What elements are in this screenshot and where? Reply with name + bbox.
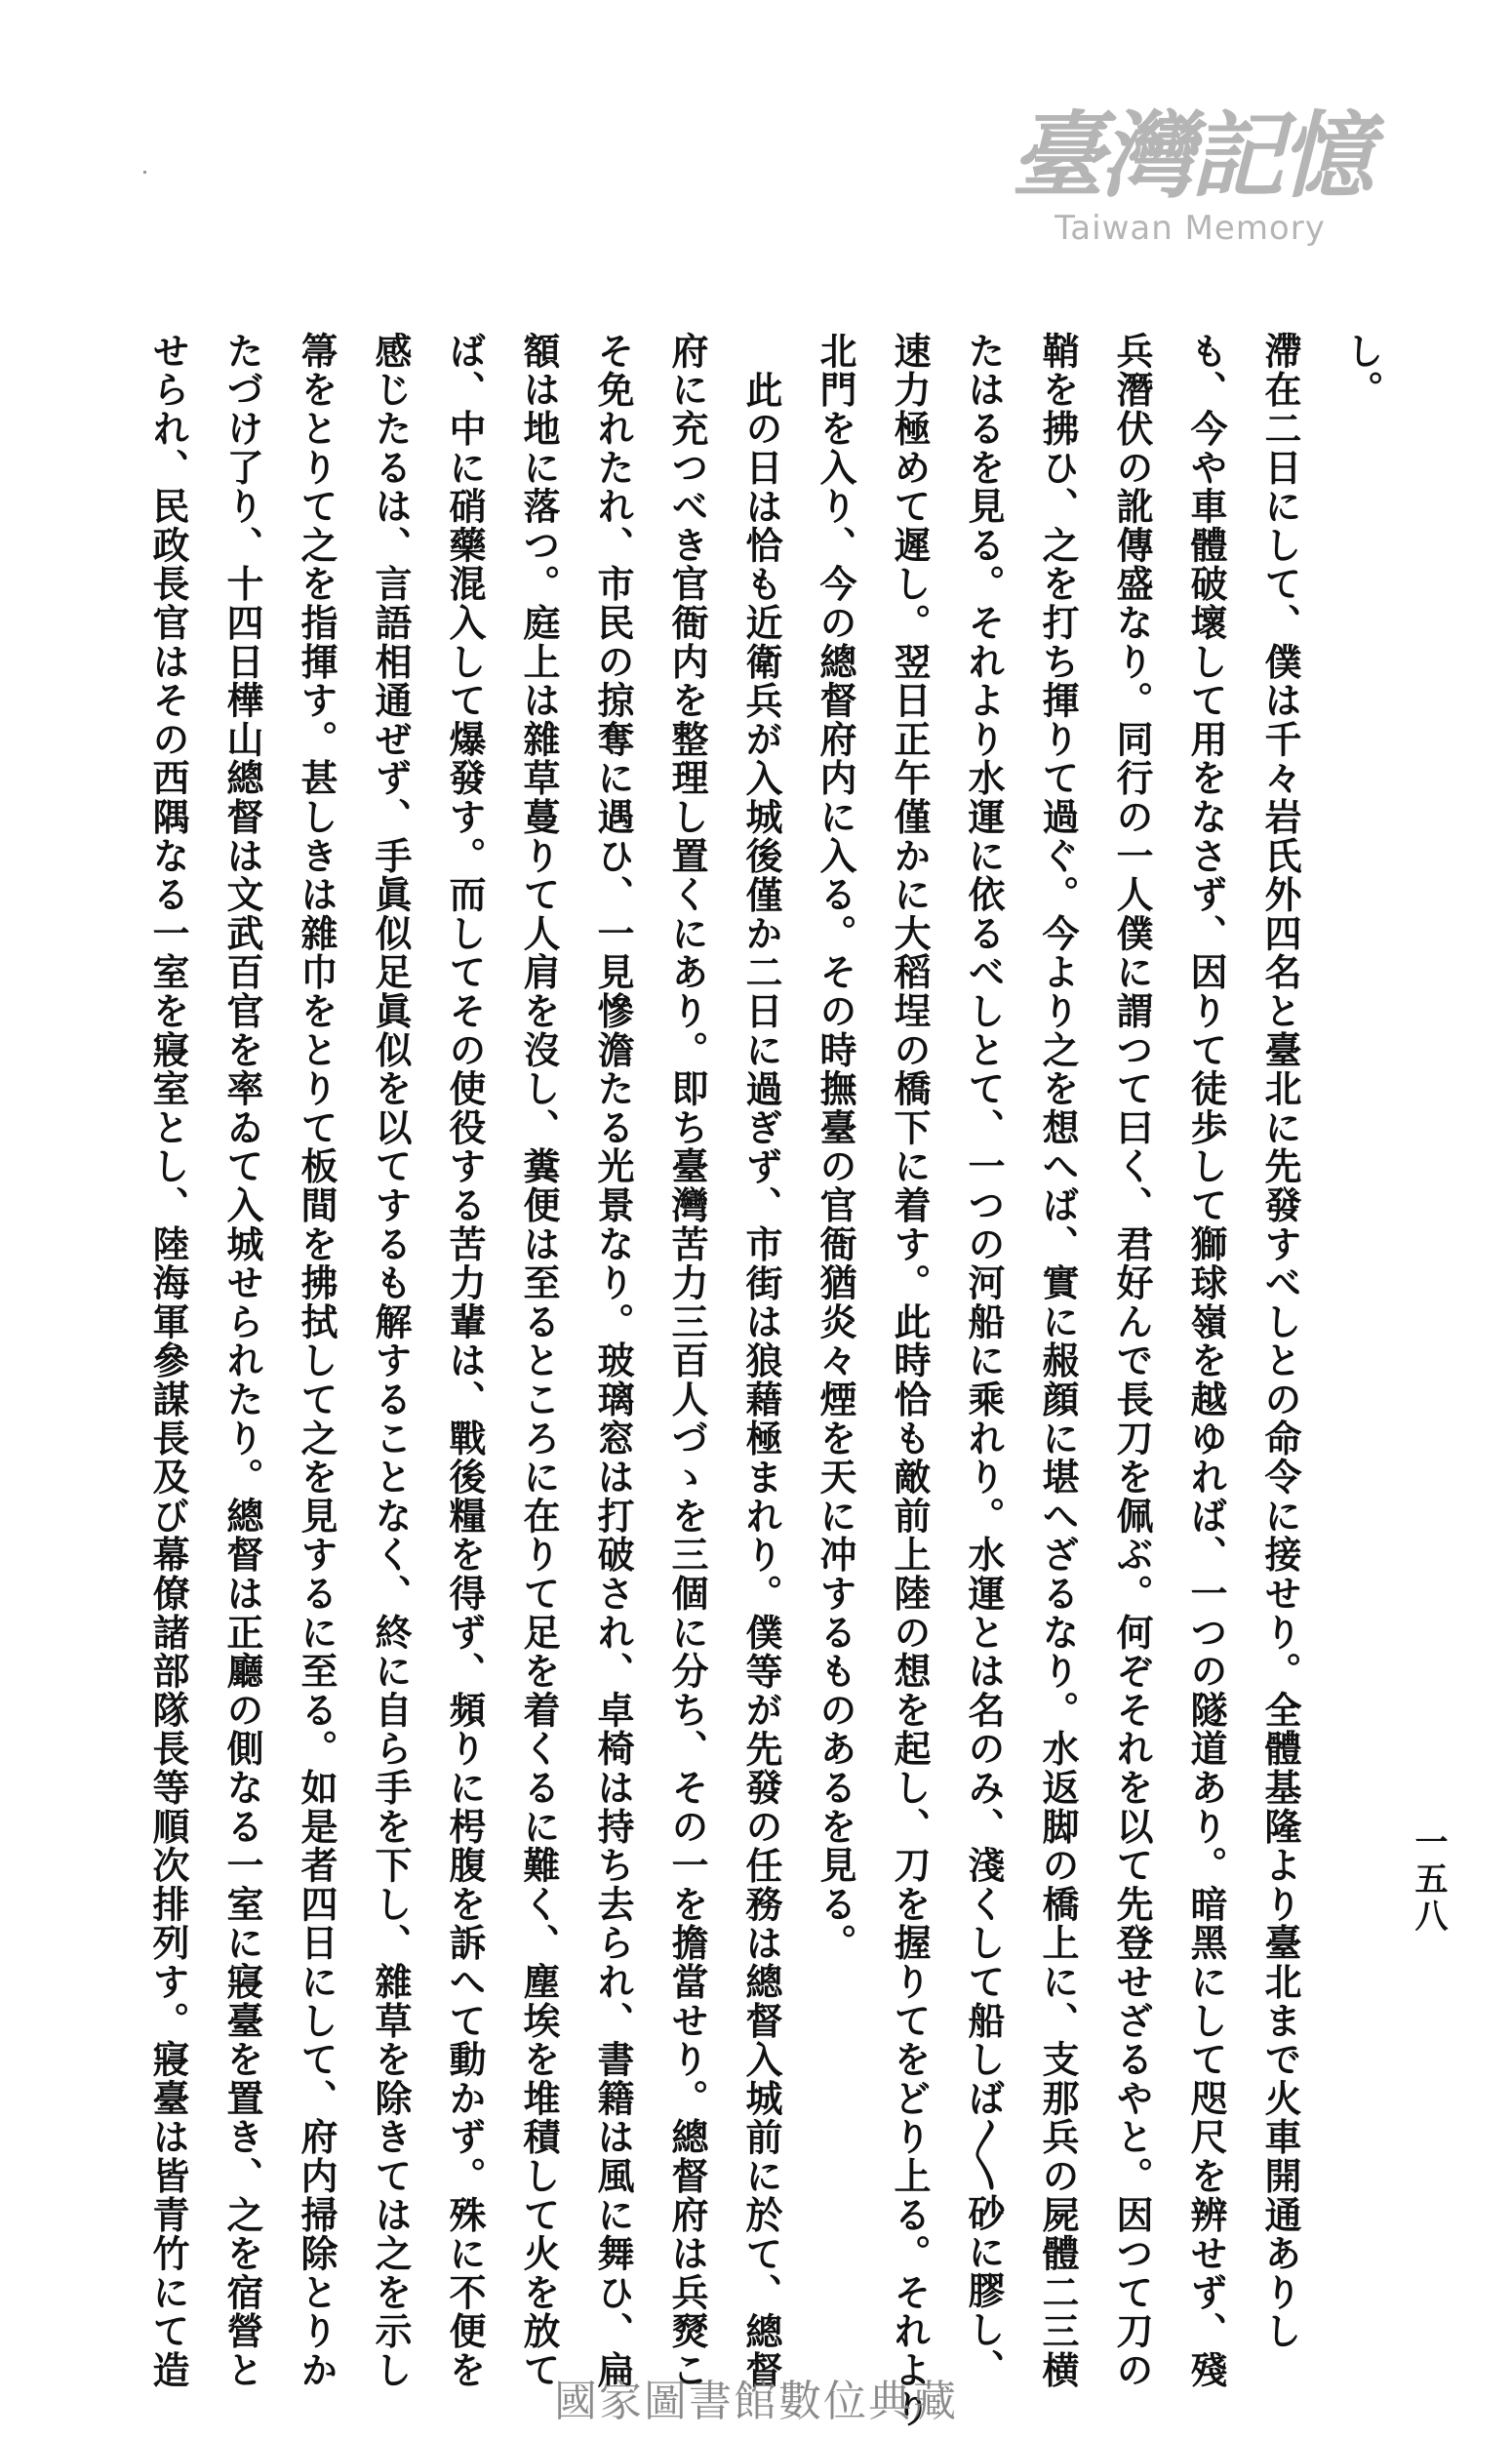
watermark-en: Taiwan Memory bbox=[1054, 209, 1326, 248]
text-column: 滯在二日にして、僕は千々岩氏外四名と臺北に先發すべしとの命令に接せり。全體基隆より臺北まで火車開通ありし bbox=[1258, 332, 1301, 2351]
scan-speck bbox=[143, 171, 146, 174]
footer-credit: 國家圖書館數位典藏 bbox=[554, 2377, 958, 2426]
text-column: そ免れたれ、市民の掠奪に遇ひ、一見慘澹たる光景なり。玻璃窓は打破され、卓椅は持ち去られ、書籍は風に舞ひ、扁 bbox=[591, 332, 634, 2390]
text-column: 速力極めて遲し。翌日正午僅かに大稻埕の橋下に着す。此時恰も敵前上陸の想を起し、刀を握りてをどり上る。それより bbox=[888, 332, 931, 2429]
text-column: 鞘を拂ひ、之を打ち揮りて過ぐ。今より之を想へば、實に赧顔に堪へざるなり。水返脚の橋上に、支那兵の屍體二三横 bbox=[1036, 332, 1079, 2390]
text-column: 箒をとりて之を指揮す。甚しきは雜巾をとりて板間を拂拭して之を見するに至る。如是者四日にして、府内掃除とりか bbox=[295, 332, 338, 2390]
text-column: し。 bbox=[1340, 332, 1383, 410]
text-column: 北門を入り、今の總督府内に入る。その時撫臺の官衙猶炎々煙を天に冲するものあるを見る。 bbox=[814, 332, 856, 1963]
text-column: 府に充つべき官衙内を整理し置くにあり。即ち臺灣苦力三百人づゝを三個に分ち、その一を擔當せり。總督府は兵燹こ bbox=[665, 332, 708, 2390]
text-column: 感じたるは、言語相通ぜず、手眞似足眞似を以てするも解することなく、終に自ら手を下し、雜草を除きては之を示し bbox=[369, 332, 412, 2390]
text-column: 兵潛伏の訛傳盛なり。同行の一人僕に謂つて曰く、君好んで長刀を佩ぶ。何ぞそれを以て先登せざるやと。因つて刀の bbox=[1110, 332, 1153, 2390]
text-column: 此の日は恰も近衛兵が入城後僅か二日に過ぎず、市街は狼藉極まれり。僕等が先發の任務は總督入城前に於て、總督 bbox=[739, 371, 782, 2390]
text-column: 額は地に落つ。庭上は雜草蔓りて人肩を沒し、糞便は至るところに在りて足を着くるに難く、塵埃を堆積して火を放て bbox=[517, 332, 560, 2390]
watermark-cjk: 臺灣記憶 bbox=[1011, 101, 1370, 211]
text-column: たはるを見る。それより水運に依るべしとて、一つの河船に乘れり。水運とは名のみ、淺くして船しば〱砂に膠し、 bbox=[962, 332, 1005, 2388]
text-column: たづけ了り、十四日樺山總督は文武百官を率ゐて入城せられたり。總督は正廳の側なる一室に寢臺を置き、之を宿營と bbox=[220, 332, 263, 2390]
text-column: ば、中に硝藥混入して爆發す。而してその使役する苦力輩は、戰後糧を得ず、頻りに枵腹を訴へて動かず。殊に不便を bbox=[443, 332, 486, 2390]
watermark-logo bbox=[975, 101, 1405, 248]
text-column: も、今や車體破壞して用をなさず、因りて徒歩して獅球嶺を越ゆれば、一つの隧道あり。暗黑にして咫尺を辨せず、殘 bbox=[1184, 332, 1227, 2390]
text-column: せられ、民政長官はその西隅なる一室を寢室とし、陸海軍參謀長及び幕僚諸部隊長等順次排列す。寢臺は皆青竹にて造 bbox=[146, 332, 189, 2390]
page-number: 一五八 bbox=[1409, 1824, 1448, 1936]
